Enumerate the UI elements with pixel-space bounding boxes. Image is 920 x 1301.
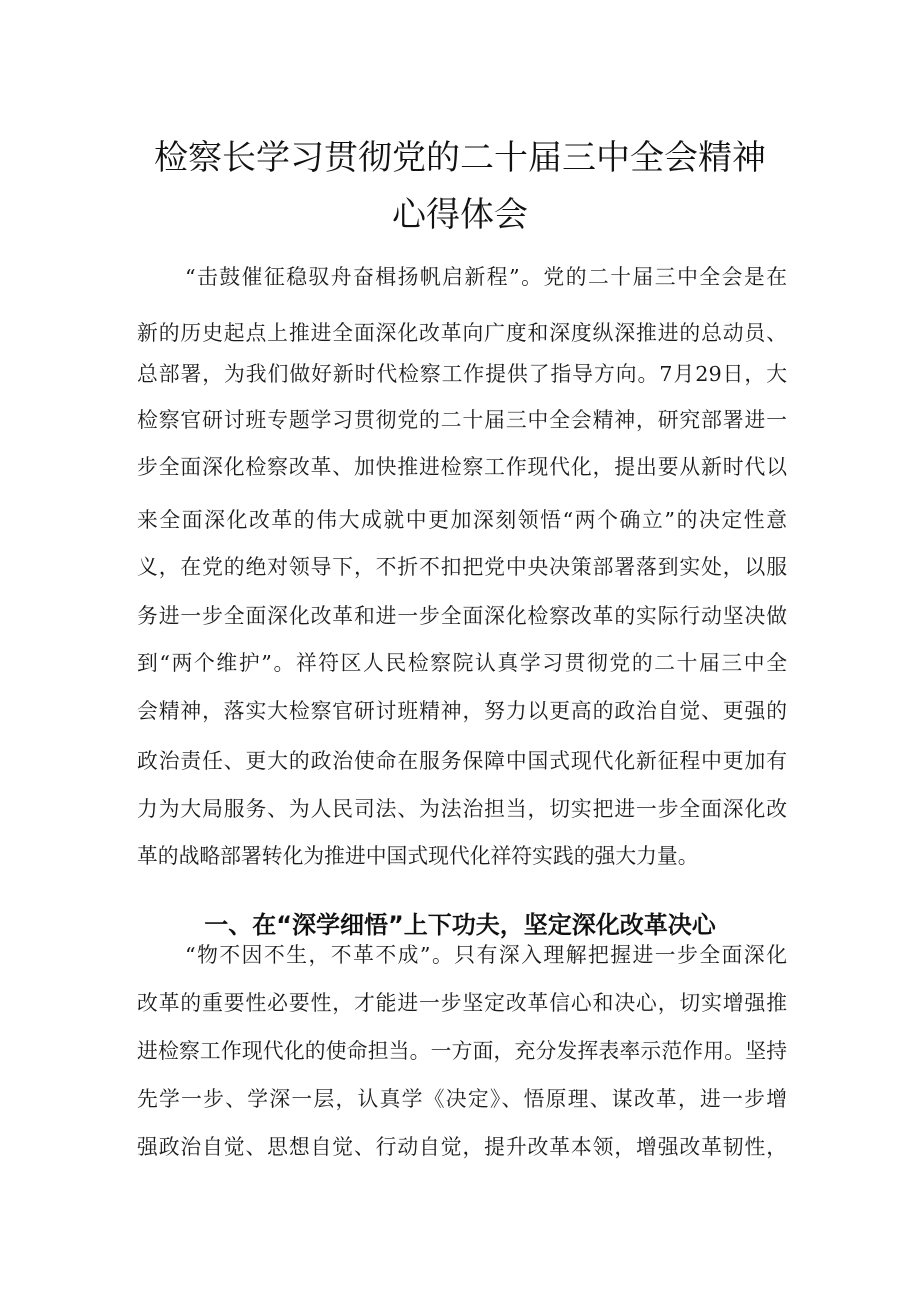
document-title-line-1: 检察长学习贯彻党的二十届三中全会精神 — [154, 138, 766, 178]
paragraph-line: 进检察工作现代化的使命担当。一方面，充分发挥表率示范作用。坚持 — [137, 1039, 787, 1063]
paragraph-line: 先学一步、学深一层，认真学《决定》、悟原理、谋改革，进一步增 — [137, 1087, 787, 1111]
paragraph-line: 政治责任、更大的政治使命在服务保障中国式现代化新征程中更加有 — [137, 749, 787, 773]
paragraph-line: 步全面深化检察改革、加快推进检察工作现代化，提出要从新时代以 — [137, 455, 787, 479]
paragraph-line: 检察官研讨班专题学习贯彻党的二十届三中全会精神，研究部署进一 — [137, 408, 787, 432]
document-title-line-2: 心得体会 — [392, 195, 528, 235]
paragraph-line: 力为大局服务、为人民司法、为法治担当，切实把进一步全面深化改 — [137, 797, 787, 821]
paragraph-line: 会精神，落实大检察官研讨班精神，努力以更高的政治自觉、更强的 — [137, 699, 787, 723]
paragraph-line: 总部署，为我们做好新时代检察工作提供了指导方向。7月29日，大 — [137, 362, 787, 386]
paragraph-line: 新的历史起点上推进全面深化改革向广度和深度纵深推进的总动员、 — [137, 321, 787, 345]
paragraph-line: 强政治自觉、思想自觉、行动自觉，提升改革本领，增强改革韧性， — [137, 1135, 787, 1159]
paragraph-line: 革的战略部署转化为推进中国式现代化祥符实践的强大力量。 — [137, 844, 699, 868]
paragraph-line: 到“两个维护”。祥符区人民检察院认真学习贯彻党的二十届三中全 — [137, 651, 787, 675]
paragraph-line: 改革的重要性必要性，才能进一步坚定改革信心和决心，切实增强推 — [137, 991, 787, 1015]
paragraph-line: “击鼓催征稳驭舟奋楫扬帆启新程”。党的二十届三中全会是在 — [185, 265, 787, 289]
paragraph-line: 来全面深化改革的伟大成就中更加深刻领悟“两个确立”的决定性意 — [137, 508, 787, 532]
section-heading-1: 一、在“深学细悟”上下功夫，坚定深化改革决心 — [204, 910, 716, 939]
paragraph-line: 义，在党的绝对领导下，不折不扣把党中央决策部署落到实处，以服 — [137, 555, 787, 579]
paragraph-line: 务进一步全面深化改革和进一步全面深化检察改革的实际行动坚决做 — [137, 604, 787, 628]
paragraph-line: “物不因不生，不革不成”。只有深入理解把握进一步全面深化 — [185, 943, 787, 967]
